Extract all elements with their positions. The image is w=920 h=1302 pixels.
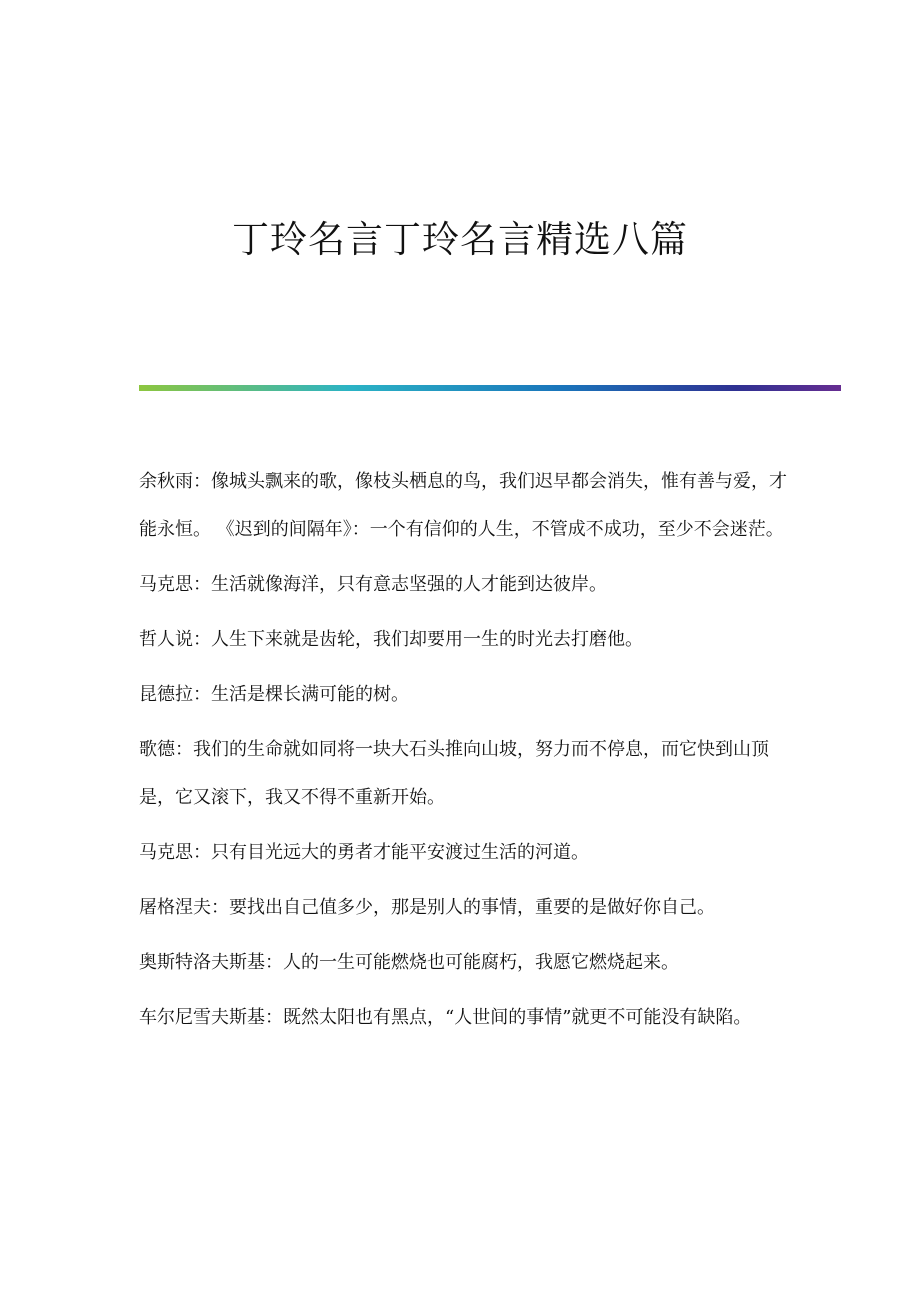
- quote-paragraph-turgenev: 屠格涅夫：要找出自己值多少，那是别人的事情，重要的是做好你自己。: [139, 897, 715, 918]
- quote-list: [139, 458, 789, 1049]
- quote-paragraph-philosopher: 哲人说：人生下来就是齿轮，我们却要用一生的时光去打磨他。: [139, 629, 643, 650]
- quote-paragraph-marx-2: 马克思：只有目光远大的勇者才能平安渡过生活的河道。: [139, 842, 589, 863]
- quote-paragraph-marx-1: 马克思：生活就像海洋，只有意志坚强的人才能到达彼岸。: [139, 574, 607, 595]
- quote-paragraph-kundera: 昆德拉：生活是棵长满可能的树。: [139, 684, 409, 705]
- quote-paragraph-ostrovsky: 奥斯特洛夫斯基：人的一生可能燃烧也可能腐朽，我愿它燃烧起来。: [139, 952, 679, 973]
- quote-paragraph-goethe: 歌德：我们的生命就如同将一块大石头推向山坡，努力而不停息，而它快到山顶是，它又滚下，我又不得不重新开始。: [139, 739, 769, 808]
- quote-paragraph-yu-qiuyu: 余秋雨：像城头飘来的歌，像枝头栖息的鸟，我们迟早都会消失，惟有善与爱，才能永恒。 《迟到的间隔年》：一个有信仰的人生，不管成不成功，至少不会迷茫。: [139, 471, 787, 540]
- decorative-gradient-rule: [139, 385, 841, 391]
- quote-paragraph-chernyshevsky: 车尔尼雪夫斯基：既然太阳也有黑点，“人世间的事情”就更不可能没有缺陷。: [139, 1007, 752, 1028]
- document-title: 丁玲名言丁玲名言精选八篇: [232, 218, 688, 261]
